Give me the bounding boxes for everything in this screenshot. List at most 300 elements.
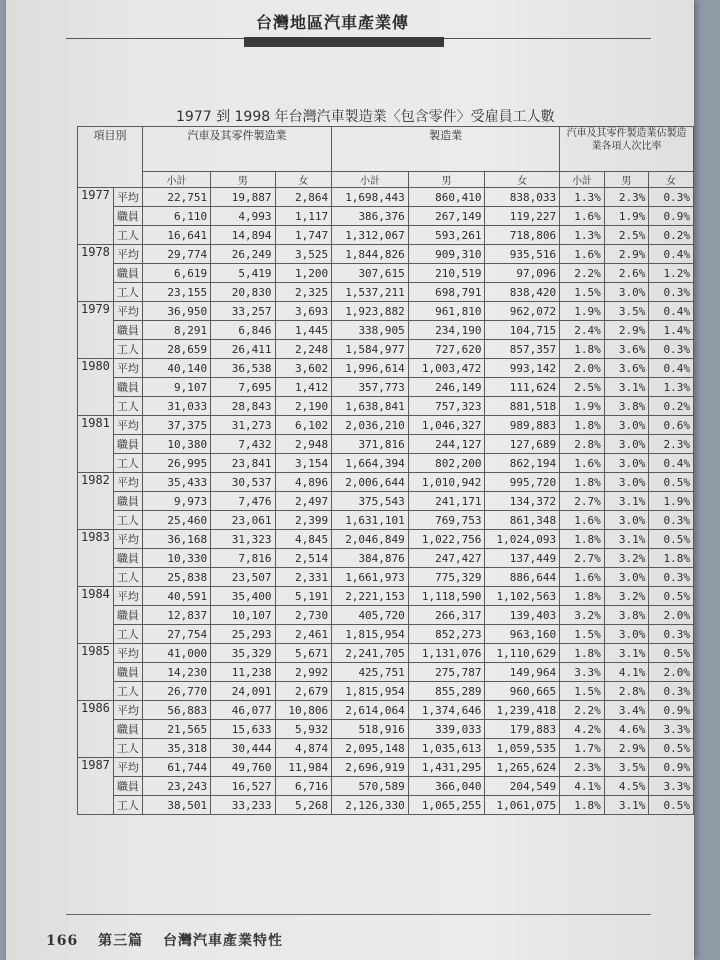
value-cell: 1.2%	[649, 264, 694, 283]
value-cell: 2.7%	[560, 492, 605, 511]
value-cell: 1,815,954	[332, 625, 409, 644]
value-cell: 9,107	[142, 378, 210, 397]
sub-header-subtotal: 小計	[142, 172, 210, 188]
value-cell: 518,916	[332, 720, 409, 739]
value-cell: 886,644	[485, 568, 560, 587]
sub-header-female: 女	[485, 172, 560, 188]
row-label: 平均	[113, 416, 142, 435]
footer-rule	[66, 914, 651, 915]
value-cell: 1,312,067	[332, 226, 409, 245]
value-cell: 10,806	[275, 701, 332, 720]
value-cell: 2.9%	[604, 321, 649, 340]
value-cell: 179,883	[485, 720, 560, 739]
value-cell: 1,035,613	[408, 739, 485, 758]
value-cell: 22,751	[142, 188, 210, 207]
value-cell: 14,230	[142, 663, 210, 682]
row-label: 工人	[113, 283, 142, 302]
value-cell: 104,715	[485, 321, 560, 340]
sub-header-subtotal: 小計	[332, 172, 409, 188]
value-cell: 1.8%	[560, 587, 605, 606]
value-cell: 10,330	[142, 549, 210, 568]
value-cell: 37,375	[142, 416, 210, 435]
value-cell: 963,160	[485, 625, 560, 644]
value-cell: 28,843	[211, 397, 275, 416]
value-cell: 2,514	[275, 549, 332, 568]
value-cell: 46,077	[211, 701, 275, 720]
value-cell: 0.3%	[649, 625, 694, 644]
row-label: 職員	[113, 264, 142, 283]
value-cell: 3.6%	[604, 359, 649, 378]
value-cell: 97,096	[485, 264, 560, 283]
value-cell: 775,329	[408, 568, 485, 587]
value-cell: 4,896	[275, 473, 332, 492]
value-cell: 1.3%	[560, 188, 605, 207]
value-cell: 3.2%	[560, 606, 605, 625]
value-cell: 860,410	[408, 188, 485, 207]
value-cell: 386,376	[332, 207, 409, 226]
value-cell: 1,010,942	[408, 473, 485, 492]
value-cell: 3.0%	[604, 625, 649, 644]
value-cell: 2.4%	[560, 321, 605, 340]
value-cell: 384,876	[332, 549, 409, 568]
value-cell: 33,257	[211, 302, 275, 321]
value-cell: 38,501	[142, 796, 210, 815]
value-cell: 2,221,153	[332, 587, 409, 606]
value-cell: 339,033	[408, 720, 485, 739]
year-cell: 1983	[78, 530, 114, 587]
value-cell: 861,348	[485, 511, 560, 530]
row-label: 工人	[113, 397, 142, 416]
value-cell: 2,696,919	[332, 758, 409, 777]
value-cell: 1,638,841	[332, 397, 409, 416]
value-cell: 852,273	[408, 625, 485, 644]
value-cell: 4.1%	[560, 777, 605, 796]
value-cell: 1,631,101	[332, 511, 409, 530]
value-cell: 139,403	[485, 606, 560, 625]
value-cell: 1.8%	[560, 644, 605, 663]
value-cell: 935,516	[485, 245, 560, 264]
table-row	[78, 226, 694, 245]
year-cell: 1987	[78, 758, 114, 815]
value-cell: 3.6%	[604, 340, 649, 359]
value-cell: 3.2%	[604, 549, 649, 568]
value-cell: 1.3%	[560, 226, 605, 245]
table-title: 1977 到 1998 年台灣汽車製造業〈包含零件〉受雇員工人數	[176, 109, 555, 125]
value-cell: 2,864	[275, 188, 332, 207]
value-cell: 802,200	[408, 454, 485, 473]
value-cell: 35,329	[211, 644, 275, 663]
value-cell: 989,883	[485, 416, 560, 435]
value-cell: 36,538	[211, 359, 275, 378]
value-cell: 0.9%	[649, 207, 694, 226]
value-cell: 204,549	[485, 777, 560, 796]
value-cell: 2,036,210	[332, 416, 409, 435]
value-cell: 1.5%	[560, 625, 605, 644]
value-cell: 23,155	[142, 283, 210, 302]
value-cell: 1.8%	[560, 416, 605, 435]
value-cell: 134,372	[485, 492, 560, 511]
value-cell: 210,519	[408, 264, 485, 283]
value-cell: 1,923,882	[332, 302, 409, 321]
value-cell: 26,249	[211, 245, 275, 264]
value-cell: 27,754	[142, 625, 210, 644]
value-cell: 4,993	[211, 207, 275, 226]
row-label: 平均	[113, 302, 142, 321]
value-cell: 21,565	[142, 720, 210, 739]
row-label: 平均	[113, 245, 142, 264]
value-cell: 6,846	[211, 321, 275, 340]
value-cell: 241,171	[408, 492, 485, 511]
value-cell: 16,527	[211, 777, 275, 796]
value-cell: 4.5%	[604, 777, 649, 796]
value-cell: 1,061,075	[485, 796, 560, 815]
value-cell: 2.2%	[560, 701, 605, 720]
value-cell: 7,695	[211, 378, 275, 397]
row-label: 平均	[113, 530, 142, 549]
value-cell: 5,268	[275, 796, 332, 815]
value-cell: 338,905	[332, 321, 409, 340]
value-cell: 2.3%	[649, 435, 694, 454]
value-cell: 23,243	[142, 777, 210, 796]
sub-header-female: 女	[649, 172, 694, 188]
page-number: 166	[46, 933, 79, 949]
table-row	[78, 207, 694, 226]
value-cell: 6,619	[142, 264, 210, 283]
year-cell: 1979	[78, 302, 114, 359]
value-cell: 1,584,977	[332, 340, 409, 359]
value-cell: 3.0%	[604, 283, 649, 302]
value-cell: 40,591	[142, 587, 210, 606]
value-cell: 6,102	[275, 416, 332, 435]
value-cell: 0.6%	[649, 416, 694, 435]
row-label: 職員	[113, 777, 142, 796]
value-cell: 0.5%	[649, 739, 694, 758]
value-cell: 1,059,535	[485, 739, 560, 758]
sub-header-male: 男	[408, 172, 485, 188]
row-label: 職員	[113, 606, 142, 625]
value-cell: 10,380	[142, 435, 210, 454]
value-cell: 1.6%	[560, 245, 605, 264]
value-cell: 0.4%	[649, 454, 694, 473]
value-cell: 36,168	[142, 530, 210, 549]
value-cell: 1,537,211	[332, 283, 409, 302]
value-cell: 366,040	[408, 777, 485, 796]
value-cell: 6,716	[275, 777, 332, 796]
group-mfg-header: 製造業	[332, 127, 560, 172]
row-label: 職員	[113, 321, 142, 340]
value-cell: 2,948	[275, 435, 332, 454]
value-cell: 275,787	[408, 663, 485, 682]
sub-header-subtotal: 小計	[560, 172, 605, 188]
value-cell: 25,460	[142, 511, 210, 530]
sub-header-male: 男	[604, 172, 649, 188]
value-cell: 1.9%	[604, 207, 649, 226]
value-cell: 33,233	[211, 796, 275, 815]
value-cell: 1,445	[275, 321, 332, 340]
value-cell: 2,331	[275, 568, 332, 587]
table-row	[78, 188, 694, 207]
group-ratio-header: 汽車及其零件製造業佔製造業各項人次比率	[560, 127, 694, 172]
row-label: 工人	[113, 340, 142, 359]
row-label: 職員	[113, 549, 142, 568]
value-cell: 3.2%	[604, 587, 649, 606]
table-row	[78, 644, 694, 663]
row-label: 職員	[113, 720, 142, 739]
value-cell: 1,431,295	[408, 758, 485, 777]
value-cell: 3.1%	[604, 796, 649, 815]
value-cell: 61,744	[142, 758, 210, 777]
value-cell: 3.0%	[604, 435, 649, 454]
value-cell: 2,614,064	[332, 701, 409, 720]
value-cell: 1,117	[275, 207, 332, 226]
value-cell: 1.6%	[560, 568, 605, 587]
row-label: 工人	[113, 511, 142, 530]
header-bar	[244, 37, 444, 47]
value-cell: 0.3%	[649, 568, 694, 587]
value-cell: 2.2%	[560, 264, 605, 283]
row-label: 工人	[113, 226, 142, 245]
value-cell: 3,154	[275, 454, 332, 473]
value-cell: 2.3%	[604, 188, 649, 207]
table-row	[78, 302, 694, 321]
value-cell: 1,265,624	[485, 758, 560, 777]
value-cell: 2.0%	[649, 663, 694, 682]
row-label: 工人	[113, 682, 142, 701]
value-cell: 757,323	[408, 397, 485, 416]
table-row	[78, 606, 694, 625]
value-cell: 1.9%	[649, 492, 694, 511]
value-cell: 909,310	[408, 245, 485, 264]
value-cell: 4.2%	[560, 720, 605, 739]
table-row	[78, 511, 694, 530]
table-row	[78, 416, 694, 435]
table-row	[78, 587, 694, 606]
value-cell: 1,996,614	[332, 359, 409, 378]
value-cell: 1,046,327	[408, 416, 485, 435]
value-cell: 31,323	[211, 530, 275, 549]
value-cell: 31,033	[142, 397, 210, 416]
table-row	[78, 625, 694, 644]
value-cell: 1.6%	[560, 207, 605, 226]
value-cell: 7,476	[211, 492, 275, 511]
table-row	[78, 359, 694, 378]
value-cell: 2.7%	[560, 549, 605, 568]
value-cell: 5,419	[211, 264, 275, 283]
value-cell: 3.1%	[604, 644, 649, 663]
value-cell: 3.3%	[649, 777, 694, 796]
row-label: 工人	[113, 568, 142, 587]
table-row	[78, 549, 694, 568]
sub-header-male: 男	[211, 172, 275, 188]
value-cell: 0.2%	[649, 397, 694, 416]
value-cell: 3.1%	[604, 492, 649, 511]
value-cell: 7,816	[211, 549, 275, 568]
value-cell: 0.4%	[649, 359, 694, 378]
value-cell: 1,131,076	[408, 644, 485, 663]
value-cell: 3.5%	[604, 302, 649, 321]
value-cell: 40,140	[142, 359, 210, 378]
value-cell: 2,046,849	[332, 530, 409, 549]
row-label: 職員	[113, 378, 142, 397]
value-cell: 3.3%	[560, 663, 605, 682]
value-cell: 3.4%	[604, 701, 649, 720]
row-label: 工人	[113, 625, 142, 644]
value-cell: 2,325	[275, 283, 332, 302]
value-cell: 234,190	[408, 321, 485, 340]
value-cell: 0.3%	[649, 283, 694, 302]
value-cell: 2,126,330	[332, 796, 409, 815]
table-row	[78, 663, 694, 682]
value-cell: 11,238	[211, 663, 275, 682]
year-cell: 1985	[78, 644, 114, 701]
value-cell: 1,698,443	[332, 188, 409, 207]
value-cell: 1,065,255	[408, 796, 485, 815]
value-cell: 6,110	[142, 207, 210, 226]
year-cell: 1978	[78, 245, 114, 302]
table-row	[78, 777, 694, 796]
value-cell: 961,810	[408, 302, 485, 321]
value-cell: 30,444	[211, 739, 275, 758]
value-cell: 0.3%	[649, 682, 694, 701]
value-cell: 2,248	[275, 340, 332, 359]
footer-section: 台灣汽車產業特性	[162, 933, 283, 949]
value-cell: 769,753	[408, 511, 485, 530]
table-row	[78, 568, 694, 587]
year-cell: 1984	[78, 587, 114, 644]
value-cell: 862,194	[485, 454, 560, 473]
value-cell: 23,841	[211, 454, 275, 473]
value-cell: 0.5%	[649, 587, 694, 606]
value-cell: 0.3%	[649, 188, 694, 207]
year-cell: 1986	[78, 701, 114, 758]
row-label: 工人	[113, 454, 142, 473]
value-cell: 1,815,954	[332, 682, 409, 701]
value-cell: 1,200	[275, 264, 332, 283]
table-row	[78, 682, 694, 701]
value-cell: 20,830	[211, 283, 275, 302]
value-cell: 12,837	[142, 606, 210, 625]
value-cell: 1,747	[275, 226, 332, 245]
value-cell: 35,318	[142, 739, 210, 758]
value-cell: 266,317	[408, 606, 485, 625]
value-cell: 5,671	[275, 644, 332, 663]
value-cell: 56,883	[142, 701, 210, 720]
value-cell: 1.6%	[560, 454, 605, 473]
value-cell: 593,261	[408, 226, 485, 245]
value-cell: 1,024,093	[485, 530, 560, 549]
value-cell: 19,887	[211, 188, 275, 207]
value-cell: 2.9%	[604, 739, 649, 758]
value-cell: 3.0%	[604, 473, 649, 492]
page-footer	[46, 930, 297, 950]
value-cell: 2,679	[275, 682, 332, 701]
value-cell: 26,995	[142, 454, 210, 473]
value-cell: 10,107	[211, 606, 275, 625]
value-cell: 4,845	[275, 530, 332, 549]
table-row	[78, 473, 694, 492]
value-cell: 425,751	[332, 663, 409, 682]
value-cell: 3.1%	[604, 530, 649, 549]
value-cell: 307,615	[332, 264, 409, 283]
value-cell: 7,432	[211, 435, 275, 454]
value-cell: 1,374,646	[408, 701, 485, 720]
value-cell: 3.5%	[604, 758, 649, 777]
row-label: 職員	[113, 663, 142, 682]
value-cell: 2.8%	[560, 435, 605, 454]
value-cell: 3,525	[275, 245, 332, 264]
value-cell: 35,433	[142, 473, 210, 492]
value-cell: 1,412	[275, 378, 332, 397]
value-cell: 1.8%	[560, 530, 605, 549]
value-cell: 3.1%	[604, 378, 649, 397]
value-cell: 3,602	[275, 359, 332, 378]
row-label: 平均	[113, 473, 142, 492]
value-cell: 2,006,644	[332, 473, 409, 492]
value-cell: 0.3%	[649, 511, 694, 530]
table-row	[78, 397, 694, 416]
table-row	[78, 492, 694, 511]
value-cell: 1.8%	[560, 796, 605, 815]
value-cell: 5,191	[275, 587, 332, 606]
value-cell: 727,620	[408, 340, 485, 359]
book-page	[6, 0, 694, 960]
value-cell: 838,033	[485, 188, 560, 207]
value-cell: 1,661,973	[332, 568, 409, 587]
value-cell: 0.3%	[649, 340, 694, 359]
value-cell: 2,399	[275, 511, 332, 530]
table-row	[78, 796, 694, 815]
value-cell: 1.7%	[560, 739, 605, 758]
value-cell: 960,665	[485, 682, 560, 701]
value-cell: 5,932	[275, 720, 332, 739]
row-label: 職員	[113, 492, 142, 511]
value-cell: 4,874	[275, 739, 332, 758]
value-cell: 993,142	[485, 359, 560, 378]
value-cell: 857,357	[485, 340, 560, 359]
value-cell: 41,000	[142, 644, 210, 663]
value-cell: 4.1%	[604, 663, 649, 682]
value-cell: 3.8%	[604, 397, 649, 416]
value-cell: 2.5%	[560, 378, 605, 397]
value-cell: 35,400	[211, 587, 275, 606]
year-cell: 1977	[78, 188, 114, 245]
value-cell: 26,770	[142, 682, 210, 701]
value-cell: 0.2%	[649, 226, 694, 245]
value-cell: 1,118,590	[408, 587, 485, 606]
row-label: 平均	[113, 701, 142, 720]
value-cell: 9,973	[142, 492, 210, 511]
value-cell: 16,641	[142, 226, 210, 245]
value-cell: 3.0%	[604, 511, 649, 530]
value-cell: 15,633	[211, 720, 275, 739]
value-cell: 3.8%	[604, 606, 649, 625]
value-cell: 1,664,394	[332, 454, 409, 473]
value-cell: 2.3%	[560, 758, 605, 777]
table-row	[78, 340, 694, 359]
value-cell: 1.5%	[560, 682, 605, 701]
row-label: 平均	[113, 188, 142, 207]
value-cell: 718,806	[485, 226, 560, 245]
row-label: 工人	[113, 739, 142, 758]
table-row	[78, 245, 694, 264]
value-cell: 14,894	[211, 226, 275, 245]
row-label: 平均	[113, 758, 142, 777]
row-label: 平均	[113, 644, 142, 663]
row-label: 職員	[113, 435, 142, 454]
value-cell: 2.0%	[560, 359, 605, 378]
value-cell: 26,411	[211, 340, 275, 359]
value-cell: 2,992	[275, 663, 332, 682]
